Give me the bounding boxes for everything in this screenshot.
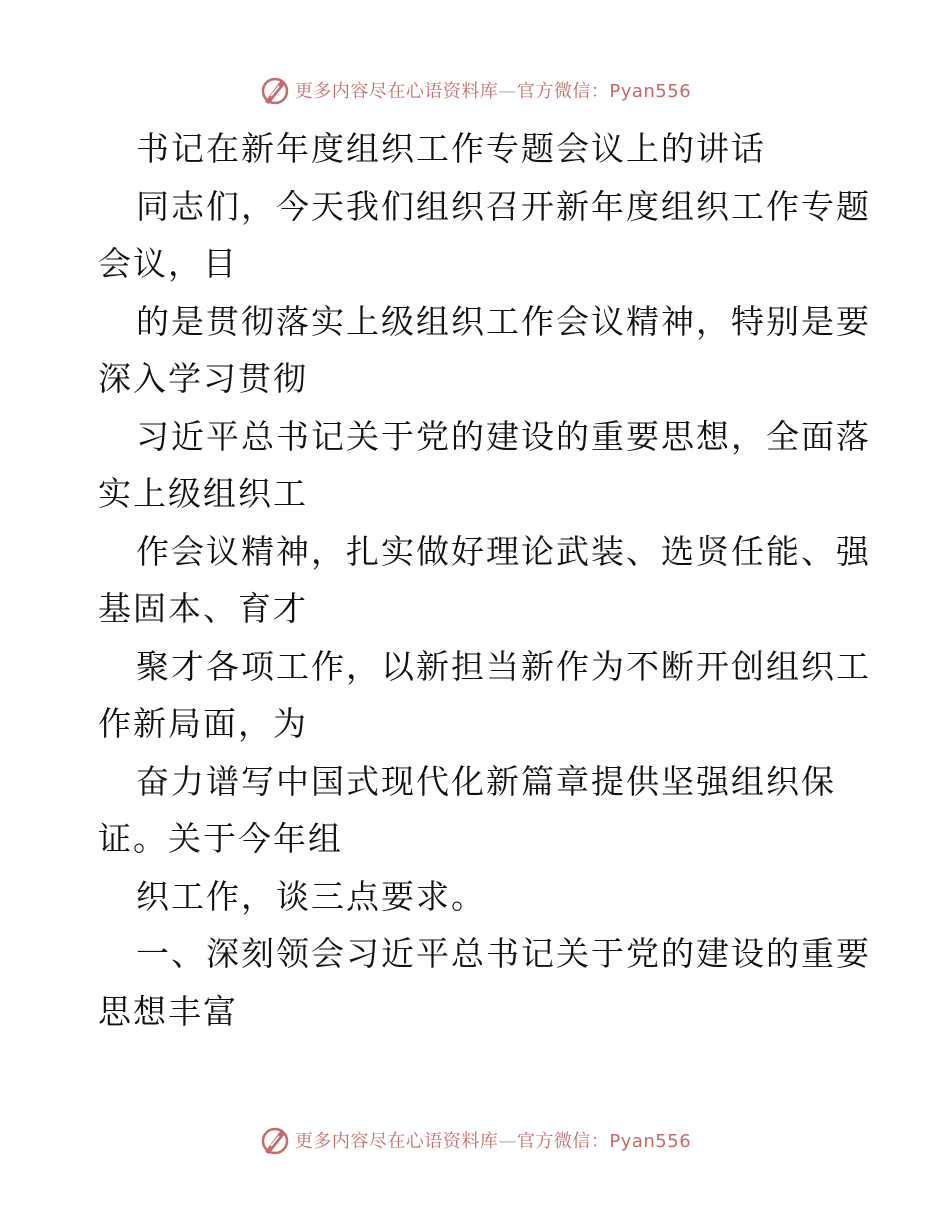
text-line: 聚才各项工作，以新担当新作为不断开创组织工 [136,646,871,686]
text-line: 习近平总书记关于党的建设的重要思想，全面落 [136,416,871,456]
text-line: 同志们，今天我们组织召开新年度组织工作专题 [136,186,871,226]
text-line: 奋力谱写中国式现代化新篇章提供坚强组织保 [136,761,836,801]
watermark-contact: 官方微信：Pyan556 [516,1131,692,1152]
watermark-brand: 更多内容尽在心语资料库 [294,81,499,102]
watermark-contact: 官方微信：Pyan556 [516,81,692,102]
text-line: 织工作，谈三点要求。 [136,876,486,916]
feather-pen-seal-icon [259,74,291,106]
paragraph-lines [98,178,871,1041]
text-line: 实上级组织工 [98,474,308,513]
text-line: 一、深刻领会习近平总书记关于党的建设的重要 [136,934,871,973]
text-line: 深入学习贯彻 [98,359,308,398]
feather-pen-seal-icon [259,1124,291,1156]
document-title: 书记在新年度组织工作专题会议上的讲话 [136,129,766,168]
text-line: 会议，目 [98,244,238,283]
watermark-brand: 更多内容尽在心语资料库 [294,1131,499,1152]
text-line: 思想丰富 [98,991,238,1031]
text-line: 基固本、育才 [98,589,308,628]
text-line: 作会议精神，扎实做好理论武装、选贤任能、强 [136,531,871,571]
text-line: 证。关于今年组 [98,819,343,858]
text-line: 的是贯彻落实上级组织工作会议精神，特别是要 [136,301,871,341]
document-body [98,120,871,1040]
watermark-text [295,77,691,103]
text-line: 作新局面，为 [98,704,308,743]
watermark-separator: — [498,81,517,102]
watermark-separator: — [498,1131,517,1152]
footer-watermark [0,1120,950,1160]
watermark-text [295,1127,691,1153]
header-watermark [0,70,950,110]
